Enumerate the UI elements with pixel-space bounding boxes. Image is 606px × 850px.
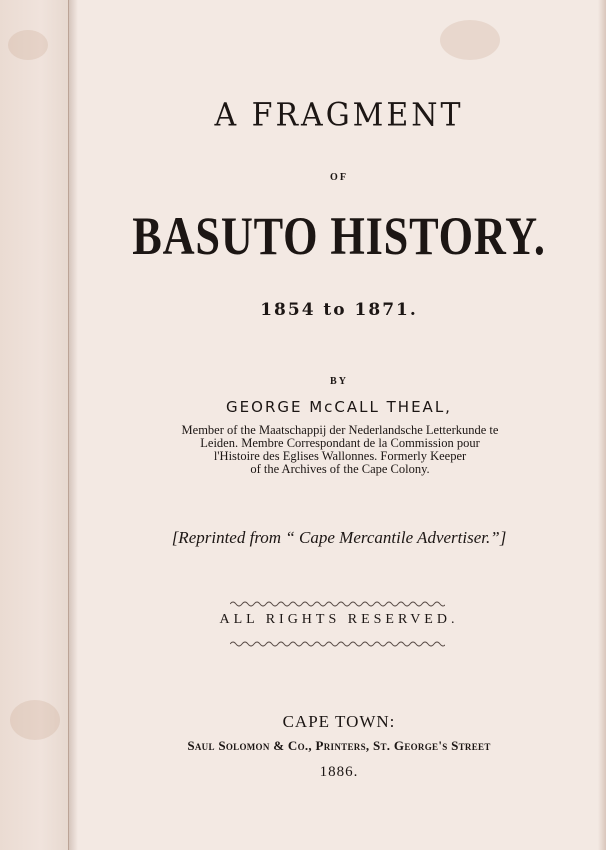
date-range: 1854 to 1871. (260, 300, 418, 320)
wavy-rule-bottom (230, 640, 445, 648)
title-line-1: A FRAGMENT (214, 97, 464, 134)
rights-notice: ALL RIGHTS RESERVED. (219, 612, 459, 627)
author-name: GEORGE McCALL THEAL, (226, 398, 452, 416)
credentials-line: of the Archives of the Cape Colony. (250, 462, 430, 476)
printer-line: Saul Solomon & Co., Printers, St. George's Street (187, 738, 491, 753)
paper-stain (440, 20, 500, 60)
paper-stain (8, 30, 48, 60)
credentials-line: Member of the Maatschappij der Nederlandsche Letterkunde te (181, 423, 499, 437)
publication-year: 1886. (319, 764, 359, 780)
author-credentials (140, 424, 540, 476)
credentials-line: l'Histoire des Eglises Wallonnes. Formerly Keeper (213, 449, 467, 463)
gutter-shadow (68, 0, 78, 850)
title-connector: OF (330, 172, 348, 183)
by-label: BY (330, 376, 348, 387)
reprint-note: [Reprinted from “ Cape Mercantile Advertiser.”] (171, 528, 507, 547)
title-line-2: BASUTO HISTORY. (132, 206, 546, 266)
publication-place: CAPE TOWN: (282, 712, 396, 731)
paper-stain (10, 700, 60, 740)
wavy-rule-top (230, 600, 445, 608)
credentials-line: Leiden. Membre Correspondant de la Commission pour (200, 436, 480, 450)
